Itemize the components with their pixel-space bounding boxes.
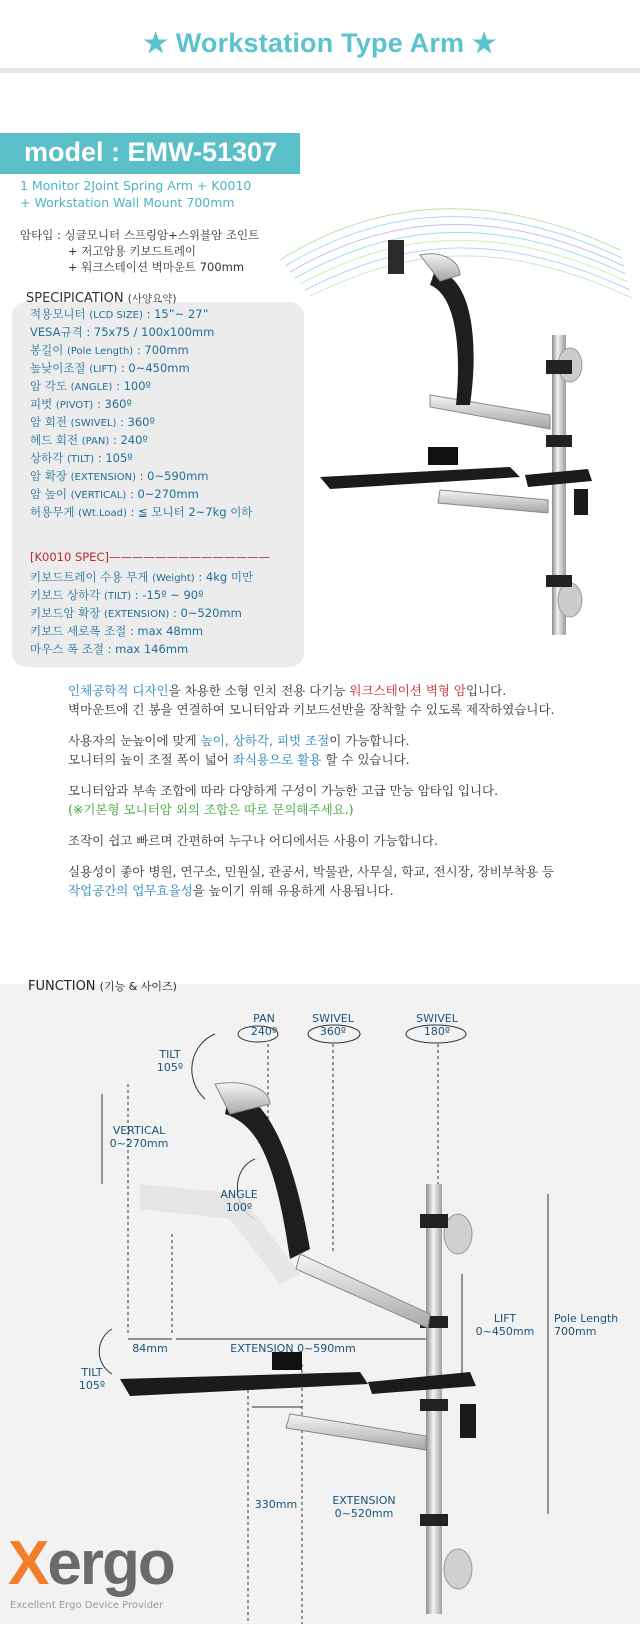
desc-text: 을 차용한 소형 인치 전용 다기능 bbox=[168, 683, 350, 698]
spec-row bbox=[30, 641, 188, 657]
spec-value: : 360º bbox=[120, 415, 155, 429]
desc-highlight: 높이, 상하각, 피벗 조절 bbox=[200, 733, 330, 748]
spec-key: 적용모니터 bbox=[30, 307, 86, 321]
spec-value: : 360º bbox=[96, 397, 132, 411]
desc-text: 모니터의 높이 조절 폭이 넓어 bbox=[68, 752, 233, 767]
spec-key-en: (PIVOT) bbox=[55, 400, 94, 411]
spec-value: : 0~520mm bbox=[172, 606, 242, 620]
label-vertical-value: 0~270mm bbox=[109, 1137, 169, 1150]
spec-key-en: (Pole Length) bbox=[66, 346, 134, 357]
spec-key: 키보드 세로폭 조절 bbox=[30, 624, 127, 638]
spec-key: 키보드암 확장 bbox=[30, 606, 101, 620]
label-lift-title: LIFT bbox=[493, 1312, 517, 1325]
brand-logo-rest: ergo bbox=[47, 1529, 174, 1598]
label-tilt-top-title: TILT bbox=[159, 1048, 181, 1061]
label-pole-length-value: 700mm bbox=[554, 1325, 597, 1338]
label-tilt-top bbox=[150, 1048, 190, 1074]
desc-text: 사용자의 눈높이에 맞게 bbox=[68, 733, 201, 748]
spec-value: : 100º bbox=[116, 379, 151, 393]
brand-tagline: Excellent Ergo Device Provider bbox=[10, 1600, 164, 1611]
spec-key: 마우스 폭 조절 bbox=[30, 642, 104, 656]
spec-title-sub: (사양요약) bbox=[127, 293, 177, 305]
spec-key: 암 회전 bbox=[30, 415, 67, 429]
desc-highlight: 인체공학적 디자인 bbox=[68, 683, 169, 698]
label-extension-520-title: EXTENSION bbox=[332, 1494, 396, 1507]
desc-highlight: 좌식용으로 활용 bbox=[232, 752, 322, 767]
desc-p5-line2 bbox=[68, 881, 394, 899]
spec-key-en: (Weight) bbox=[152, 573, 195, 584]
label-tilt-top-value: 105º bbox=[156, 1061, 184, 1074]
desc-p5-line1: 실용성이 좋아 병원, 연구소, 민원실, 관공서, 박물관, 사무실, 학교, 전시장, 장비부착용 등 bbox=[68, 864, 555, 879]
label-vertical-title: VERTICAL bbox=[112, 1124, 166, 1137]
function-title-sub: (기능 & 사이즈) bbox=[99, 980, 177, 993]
label-84mm: 84mm bbox=[132, 1342, 168, 1355]
spec-key: 피벗 bbox=[30, 397, 53, 411]
label-extension-520 bbox=[326, 1494, 402, 1520]
spec-row bbox=[30, 360, 190, 376]
spec-key-en: (TILT) bbox=[66, 454, 95, 465]
spec-key: VESA규격 bbox=[30, 325, 83, 339]
spec-key-en: (PAN) bbox=[81, 436, 110, 447]
desc-text: 입니다. bbox=[466, 683, 507, 698]
desc-text: 을 높이기 위해 유용하게 사용됩니다. bbox=[192, 883, 394, 898]
label-lift bbox=[474, 1312, 536, 1338]
k0010-title: [K0010 SPEC]—————————————— bbox=[30, 550, 270, 564]
product-illustration bbox=[320, 215, 640, 645]
desc-p2-line1 bbox=[68, 731, 410, 749]
spec-key: 높낮이조절 bbox=[30, 361, 86, 375]
label-angle-value: 100º bbox=[225, 1201, 253, 1214]
spec-row bbox=[30, 396, 132, 412]
spec-key: 봉길이 bbox=[30, 343, 64, 357]
spec-key-en: (ANGLE) bbox=[70, 382, 113, 393]
spec-key: 허용무게 bbox=[30, 505, 75, 519]
spec-key-en: (EXTENSION) bbox=[70, 472, 136, 483]
desc-p1-line1 bbox=[68, 681, 506, 699]
arm-type-line-3: + 워크스테이션 벽마운트 700mm bbox=[68, 260, 245, 274]
spec-title-text: SPECIPICATION bbox=[26, 291, 124, 306]
spec-value: : ≦ 모니터 2~7kg 이하 bbox=[130, 505, 253, 519]
label-angle-title: ANGLE bbox=[220, 1188, 258, 1201]
desc-p4: 조작이 쉽고 빠르며 간편하여 누구나 어디에서든 사용이 가능합니다. bbox=[68, 833, 438, 848]
label-angle bbox=[214, 1188, 264, 1214]
spec-row bbox=[30, 414, 155, 430]
spec-key-en: (SWIVEL) bbox=[70, 418, 117, 429]
label-extension-520-value: 0~520mm bbox=[334, 1507, 394, 1520]
model-subtitle-line-1: 1 Monitor 2Joint Spring Arm + K0010 bbox=[20, 178, 252, 193]
spec-row bbox=[30, 605, 242, 621]
spec-row bbox=[30, 504, 252, 520]
brand-logo bbox=[8, 1528, 174, 1599]
label-tilt-keyboard-value: 105º bbox=[78, 1379, 106, 1392]
brand-logo-x: X bbox=[8, 1529, 48, 1598]
function-title-text: FUNCTION bbox=[28, 979, 96, 994]
label-swivel-360 bbox=[308, 1012, 358, 1038]
spec-value: : 0~270mm bbox=[129, 487, 199, 501]
label-swivel-360-value: 360º bbox=[319, 1025, 347, 1038]
label-extension-590: EXTENSION 0~590mm bbox=[230, 1342, 356, 1355]
spec-row bbox=[30, 432, 148, 448]
spec-value: : 0~450mm bbox=[120, 361, 190, 375]
desc-text: 이 가능합니다. bbox=[329, 733, 410, 748]
spec-key: 키보드트레이 수용 무게 bbox=[30, 570, 149, 584]
spec-value: : 75x75 / 100x100mm bbox=[86, 325, 215, 339]
spec-value: : max 146mm bbox=[107, 642, 189, 656]
spec-key: 암 확장 bbox=[30, 469, 67, 483]
spec-row bbox=[30, 569, 253, 585]
spec-key-en: (LCD SIZE) bbox=[89, 310, 143, 321]
desc-p1-line2: 벽마운트에 긴 봉을 연결하여 모니터암과 키보드선반을 장착할 수 있도록 제작하였습니다. bbox=[68, 702, 555, 717]
label-tilt-keyboard-title: TILT bbox=[81, 1366, 103, 1379]
desc-p3-line1: 모니터암과 부속 조합에 따라 다양하게 구성이 가능한 고급 만능 암타입 입니다. bbox=[68, 783, 499, 798]
label-vertical bbox=[104, 1124, 174, 1150]
spec-row bbox=[30, 378, 151, 394]
spec-row bbox=[30, 450, 133, 466]
label-pole-length-title: Pole Length bbox=[554, 1312, 619, 1325]
desc-highlight: 워크스테이션 벽형 암 bbox=[349, 683, 467, 698]
arm-type-line-2: + 저고암용 키보드트레이 bbox=[68, 244, 197, 258]
spec-value: : 15”~ 27” bbox=[146, 307, 209, 321]
spec-row bbox=[30, 324, 214, 340]
page-title: ★ Workstation Type Arm ★ bbox=[143, 28, 497, 58]
arm-type-line-1: 암타입 : 싱글모니터 스프링암+스위블암 조인트 bbox=[20, 228, 260, 242]
spec-row bbox=[30, 306, 209, 322]
label-330mm: 330mm bbox=[254, 1498, 298, 1511]
spec-key-en: (LIFT) bbox=[89, 364, 118, 375]
label-pole-length bbox=[554, 1312, 626, 1338]
label-pan-title: PAN bbox=[253, 1012, 275, 1025]
desc-p2-line2 bbox=[68, 750, 410, 768]
spec-value: : 700mm bbox=[136, 343, 189, 357]
model-name: model : EMW-51307 bbox=[24, 137, 278, 167]
label-swivel-180-value: 180º bbox=[423, 1025, 451, 1038]
title-divider bbox=[0, 68, 640, 73]
spec-key-en: (Wt.Load) bbox=[78, 508, 127, 519]
spec-key-en: (EXTENSION) bbox=[103, 609, 170, 620]
label-tilt-keyboard bbox=[72, 1366, 112, 1392]
model-subtitle-line-2: + Workstation Wall Mount 700mm bbox=[20, 195, 235, 210]
spec-key-en: (VERTICAL) bbox=[70, 490, 127, 501]
label-swivel-180-title: SWIVEL bbox=[416, 1012, 458, 1025]
label-swivel-360-title: SWIVEL bbox=[312, 1012, 354, 1025]
spec-value: : 4kg 미만 bbox=[198, 570, 254, 584]
spec-row bbox=[30, 587, 204, 603]
spec-key: 암 높이 bbox=[30, 487, 67, 501]
spec-row bbox=[30, 342, 189, 358]
label-pan-value: 240º bbox=[250, 1025, 278, 1038]
spec-value: : -15º ~ 90º bbox=[134, 588, 204, 602]
label-swivel-180 bbox=[412, 1012, 462, 1038]
spec-key: 헤드 회전 bbox=[30, 433, 79, 447]
desc-text: 할 수 있습니다. bbox=[321, 752, 410, 767]
spec-value: : max 48mm bbox=[129, 624, 204, 638]
desc-highlight: 작업공간의 업무효율성 bbox=[68, 883, 193, 898]
spec-title bbox=[26, 291, 177, 306]
spec-row bbox=[30, 468, 209, 484]
spec-row bbox=[30, 623, 203, 639]
label-pan bbox=[244, 1012, 284, 1038]
spec-value: : 105º bbox=[97, 451, 133, 465]
spec-key: 암 각도 bbox=[30, 379, 67, 393]
spec-row bbox=[30, 486, 199, 502]
spec-value: : 0~590mm bbox=[139, 469, 209, 483]
spec-key-en: (TILT) bbox=[103, 591, 132, 602]
spec-key: 상하각 bbox=[30, 451, 64, 465]
desc-p3-line2: (※기본형 모니터암 외의 조합은 따로 문의해주세요.) bbox=[68, 802, 354, 817]
label-lift-value: 0~450mm bbox=[475, 1325, 535, 1338]
spec-value: : 240º bbox=[112, 433, 148, 447]
spec-key: 키보드 상하각 bbox=[30, 588, 101, 602]
